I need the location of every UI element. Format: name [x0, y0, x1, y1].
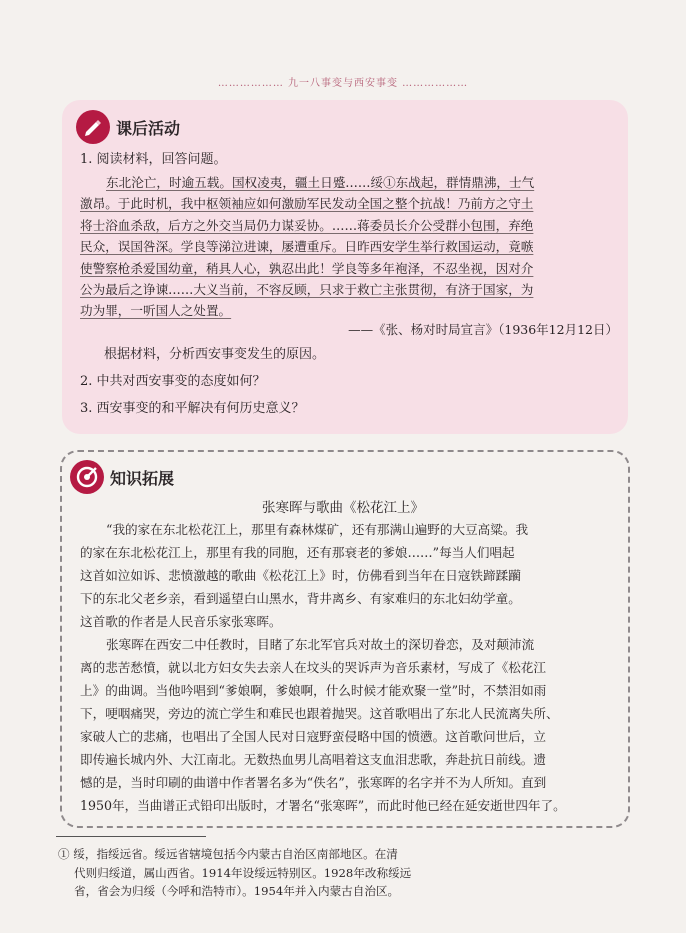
- extension-title: 知识拓展: [110, 469, 175, 488]
- quote-line: 公为最后之诤谏……大义当前，不容反顾，只求于救亡主张贯彻，有济于国家，为: [80, 282, 534, 298]
- article-line: 家破人亡的悲痛，也唱出了全国人民对日寇野蛮侵略中国的愤懑。这首歌问世后，立: [80, 729, 546, 744]
- quote-line: 使警察枪杀爱国幼童，稍具人心，孰忍出此！学良等多年袍泽，不忍坐视，因对介: [80, 260, 534, 276]
- activities-title: 课后活动: [116, 119, 181, 138]
- article-line: 的家在东北松花江上，那里有我的同胞，还有那衰老的爹娘……”每当人们唱起: [80, 545, 515, 560]
- article-line: 这首如泣如诉、悲愤激越的歌曲《松花江上》时，仿佛看到当年在日寇铁蹄蹂躏: [80, 568, 521, 583]
- question-1: 1. 阅读材料，回答问题。: [80, 152, 227, 167]
- footnote-line: 省，省会为归绥（今呼和浩特市）。1954年并入内蒙古自治区。: [74, 884, 400, 898]
- quote-block: [80, 172, 610, 322]
- article-body: [80, 518, 620, 817]
- article-title: 张寒晖与歌曲《松花江上》: [262, 500, 424, 516]
- article-line: 上》的曲调。当他吟唱到“爹娘啊，爹娘啊，什么时候才能欢聚一堂”时，不禁泪如雨: [80, 683, 547, 698]
- footnote-line: ① 绥，指绥远省。绥远省辖境包括今内蒙古自治区南部地区。在清: [58, 847, 398, 861]
- article-line: 1950年，当曲谱正式铅印出版时，才署名“张寒晖”，而此时他已经在延安逝世四年了。: [80, 798, 566, 813]
- footnote-line: 代则归绥道，属山西省。1914年设绥远特别区。1928年改称绥远: [74, 865, 412, 880]
- question-2: 2. 中共对西安事变的态度如何？: [80, 374, 266, 389]
- quote-line: 民众，误国咎深。学良等涕泣进谏，屡遭重斥。日昨西安学生举行救国运动，竟嗾: [80, 239, 534, 255]
- article-line: “我的家在东北松花江上，那里有森林煤矿，还有那满山遍野的大豆高粱。我: [106, 522, 529, 537]
- footnote-divider: [56, 836, 206, 837]
- article-line: 即传遍长城内外、大江南北。无数热血男儿高唱着这支血泪悲歌，奔赴抗日前线。遗: [80, 752, 546, 767]
- article-line: 下的东北父老乡亲，看到遥望白山黑水，背井离乡、有家难归的东北妇幼学童。: [80, 591, 521, 606]
- article-line: 憾的是，当时印刷的曲谱中作者署名多为“佚名”，张寒晖的名字并不为人所知。直到: [80, 775, 547, 790]
- article-line: 下，哽咽痛哭，旁边的流亡学生和难民也跟着抛哭。这首歌唱出了东北人民流离失所、: [80, 706, 559, 721]
- footnote: [58, 845, 411, 901]
- quote-line: 激昂。于此时机，我中枢领袖应如何激励军民发动全国之整个抗战！乃前方之守土: [80, 196, 534, 212]
- question-3: 3. 西安事变的和平解决有何历史意义？: [80, 401, 305, 416]
- article-line: 张寒晖在西安二中任教时，目睹了东北军官兵对故土的深切眷恋，及对颠沛流: [106, 637, 535, 652]
- quote-source: ——《张、杨对时局宣言》（1936年12月12日）: [348, 322, 618, 337]
- quote-line: 东北沦亡，时逾五载。国权凌夷，疆土日蹙……绥①东战起，群情鼎沸，士气: [106, 175, 535, 190]
- article-line: 离的悲苦愁憤，就以北方妇女失去亲人在坟头的哭诉声为音乐素材，写成了《松花江: [80, 660, 546, 675]
- target-arrow-icon: [70, 460, 104, 494]
- question-1-prompt: 根据材料，分析西安事变发生的原因。: [104, 347, 326, 362]
- quote-line: 功为罪，一听国人之处置。: [80, 303, 232, 319]
- running-header: ……………… 九一八事变与西安事变 ………………: [217, 78, 469, 89]
- quote-line: 将士浴血杀敌，后方之外交当局仍力谋妥协。……蒋委员长介公受群小包围，弃绝: [80, 217, 534, 233]
- article-line: 这首歌的作者是人民音乐家张寒晖。: [80, 614, 282, 629]
- pencil-icon: [76, 110, 110, 144]
